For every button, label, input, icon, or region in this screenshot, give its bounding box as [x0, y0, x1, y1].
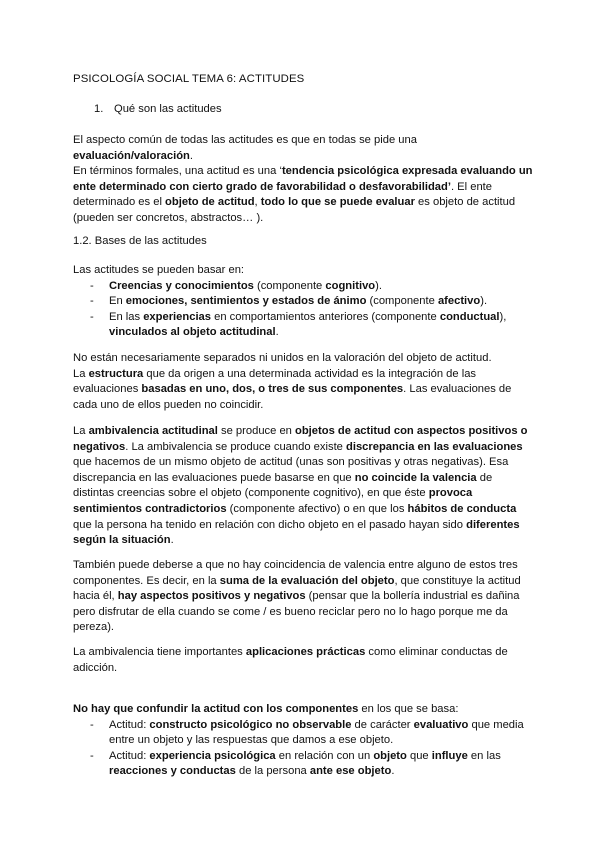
section-heading-1: [94, 102, 222, 118]
components-list: [73, 718, 535, 780]
list-item: - En emociones, sentimientos y estados de ánimo (componente afectivo).: [90, 295, 488, 308]
components-intro: No hay que confundir la actitud con los componentes en los que se basa:: [73, 703, 459, 715]
list-item: - Actitud: constructo psicológico no observable de carácter evaluativo que media entre un objeto y las respuestas que damos a ese objeto.: [90, 718, 524, 747]
document-title: PSICOLOGÍA SOCIAL TEMA 6: ACTITUDES: [73, 73, 305, 85]
bases-list: [73, 279, 535, 341]
paragraph-definition: El aspecto común de todas las actitudes es que en todas se pide una evaluación/valoración. En términos formales, una actitud es una ‘tendencia psicológica expresada evaluando un ente determinado con cierto grado de favorabilidad o desfavorabilidad’. El ente determinado es el objeto de actitud, todo lo que se puede evaluar es objeto de actitud (pueden ser concretos, abstractos… ).: [73, 134, 533, 224]
section-number: 1.: [94, 103, 104, 115]
bases-intro: Las actitudes se pueden basar en:: [73, 264, 245, 276]
section-heading-1-2: 1.2. Bases de las actitudes: [73, 235, 207, 247]
list-item: - Creencias y conocimientos (componente cognitivo).: [90, 279, 382, 292]
bases-list-block: [73, 263, 535, 341]
paragraph-applications: La ambivalencia tiene importantes aplicaciones prácticas como eliminar conductas de adicción.: [73, 646, 508, 674]
paragraph-valence: También puede deberse a que no hay coincidencia de valencia entre alguno de estos tres componentes. Es decir, en la suma de la evaluación del objeto, que constituye la actitud hacia él, hay aspectos positivos y negativos (pensar que la bollería industrial es dañina pero disfrutar de ella cuando se come / es bueno reciclar pero no lo hago porque me da pereza).: [73, 559, 521, 634]
paragraph-ambivalence: La ambivalencia actitudinal se produce en objetos de actitud con aspectos positivos o negativos. La ambivalencia se produce cuando existe discrepancia en las evaluaciones que hacemos de un mismo objeto de actitud (unas son positivas y otras negativas). Esa discrepancia en las evaluaciones puede basarse en que no coincide la valencia de distintas creencias sobre el objeto (componente cognitivo), en que éste provoca sentimientos contradictorios (componente afectivo) o en que los hábitos de conducta que la persona ha tenido en relación con dicho objeto en el pasado hayan sido diferentes según la situación.: [73, 425, 528, 547]
components-block: [73, 702, 535, 780]
section-heading-text: Qué son las actitudes: [114, 103, 222, 115]
list-item: - En las experiencias en comportamientos anteriores (componente conductual), vinculados al objeto actitudinal.: [90, 310, 507, 339]
list-item: - Actitud: experiencia psicológica en relación con un objeto que influye en las reacciones y conductas de la persona ante ese objeto.: [90, 749, 501, 778]
paragraph-structure: No están necesariamente separados ni unidos en la valoración del objeto de actitud. La estructura que da origen a una determinada actividad es la integración de las evaluaciones basadas en uno, dos, o tres de sus componentes. Las evaluaciones de cada uno de ellos pueden no coincidir.: [73, 352, 512, 411]
